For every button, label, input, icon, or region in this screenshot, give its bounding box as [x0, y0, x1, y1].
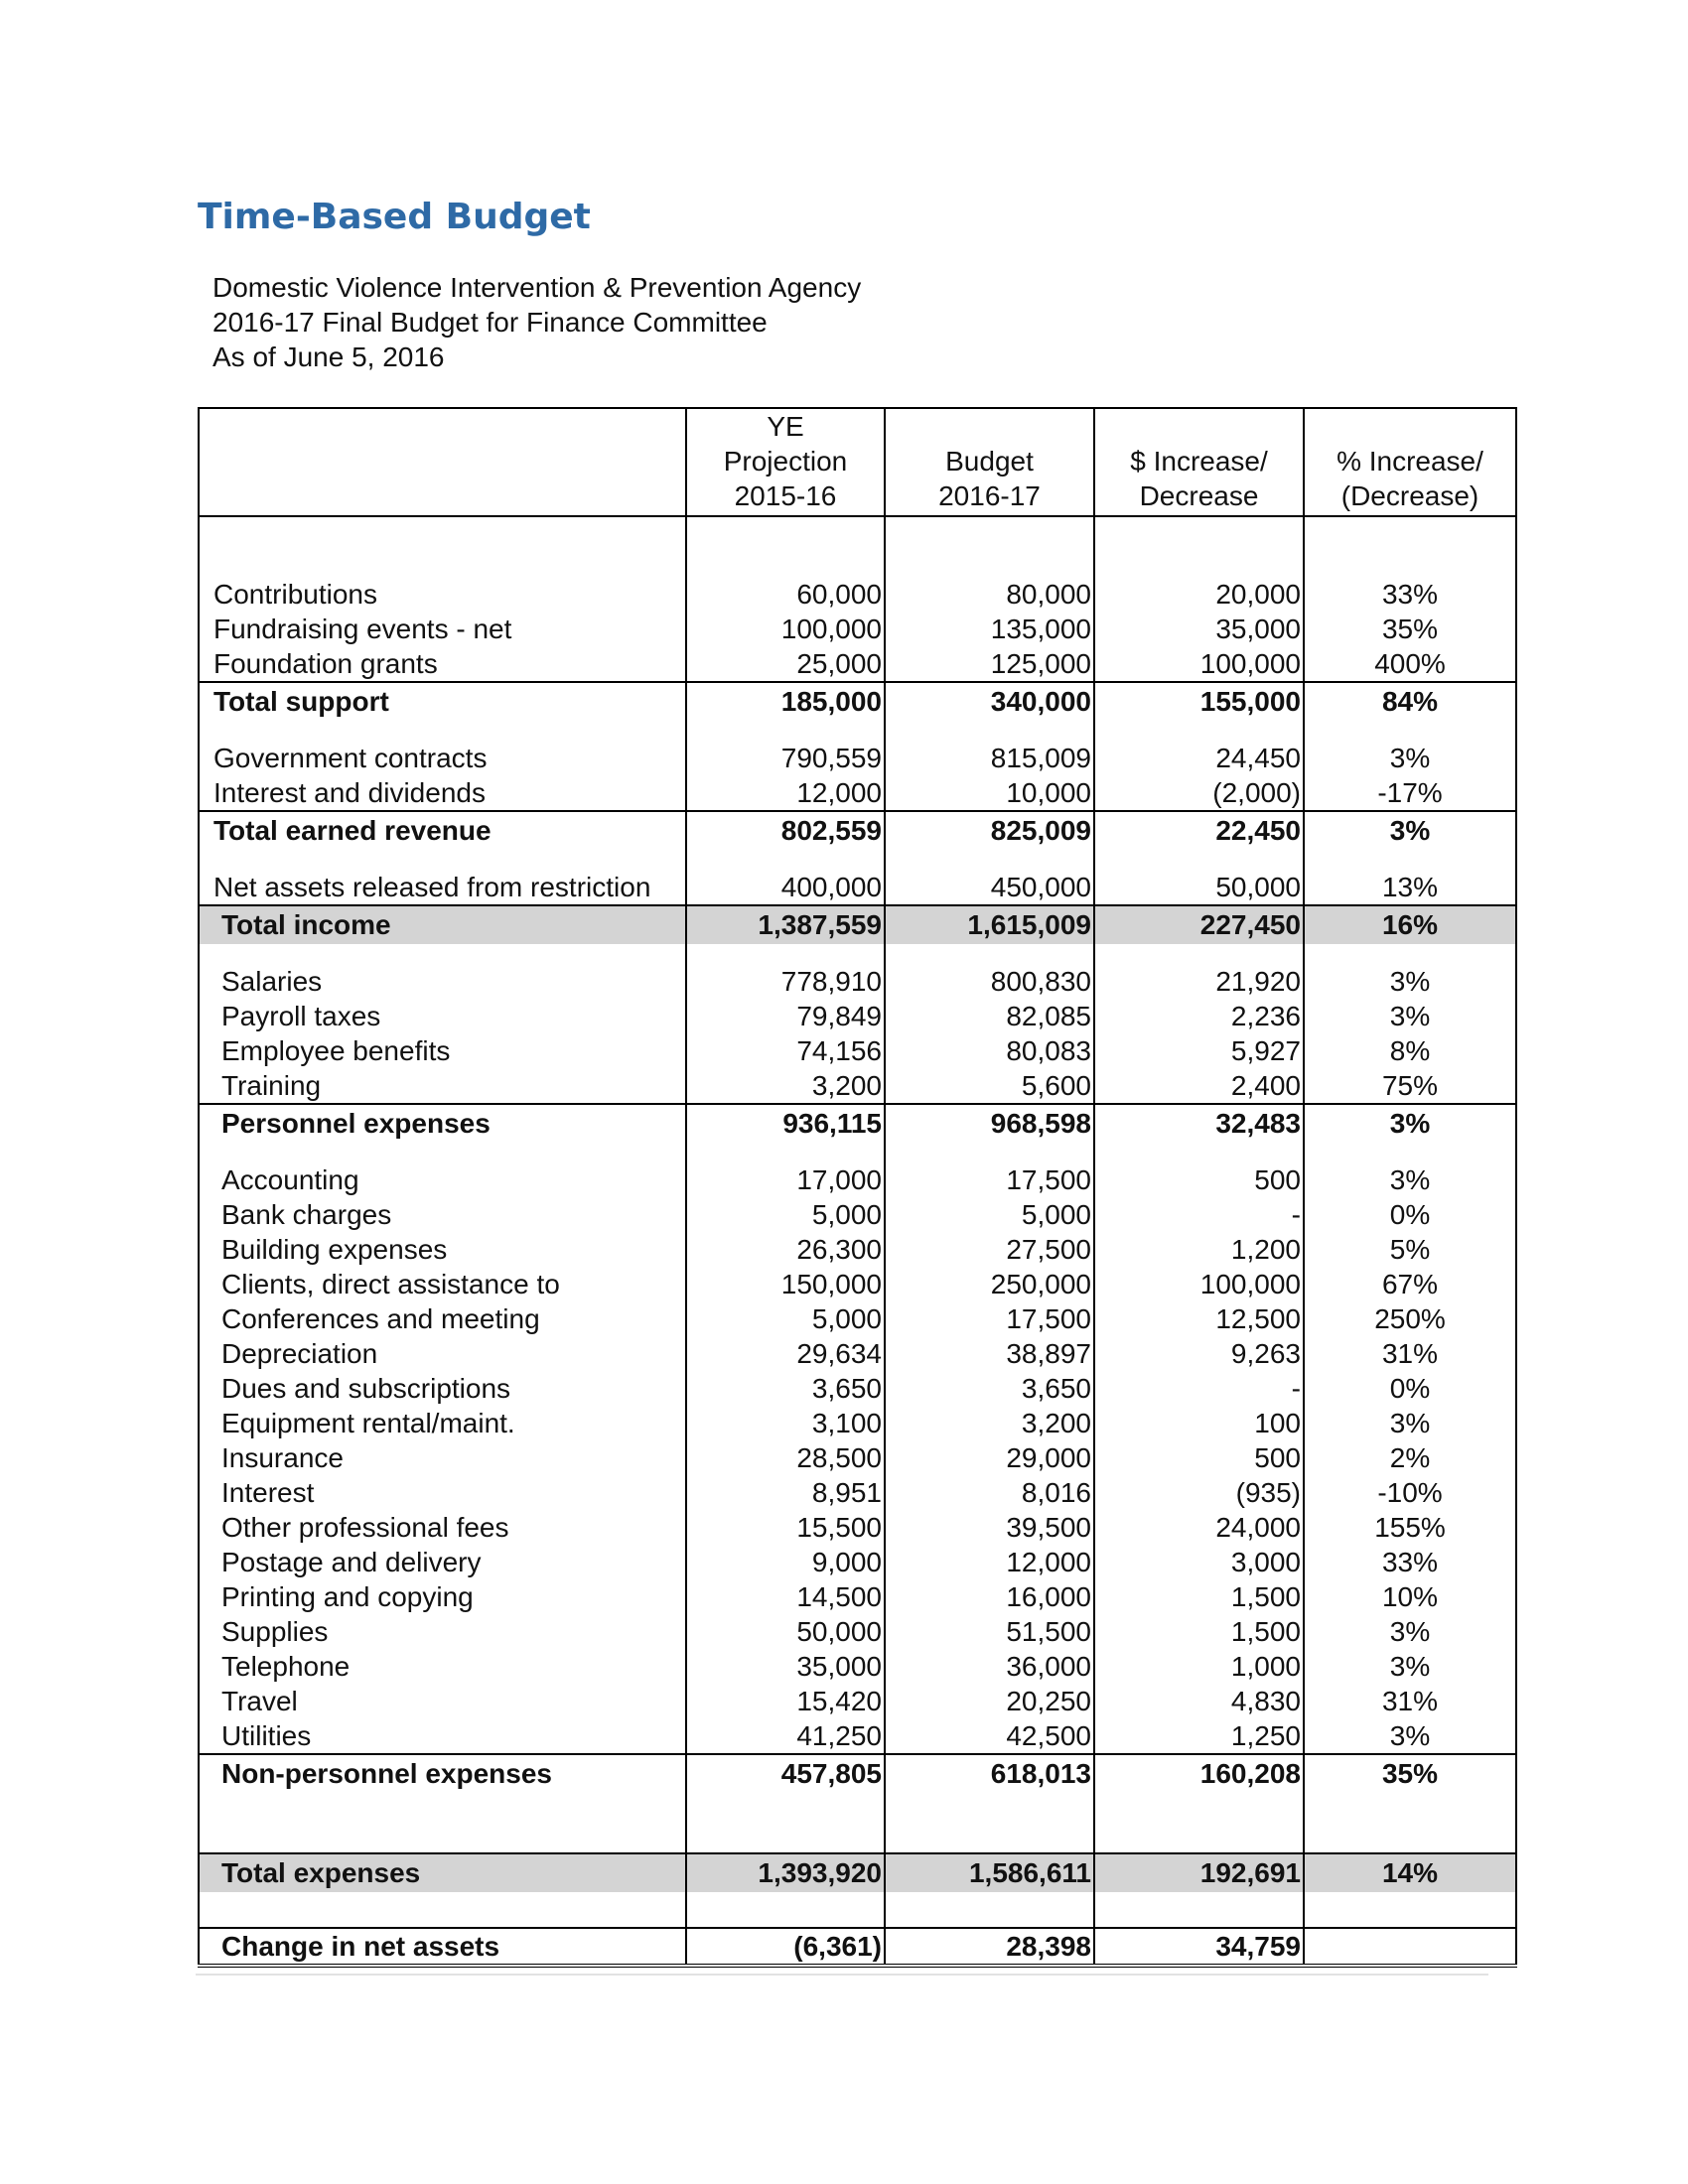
ye-projection-cell: 28,500	[686, 1440, 885, 1475]
percent-change-cell: 3%	[1304, 1104, 1516, 1143]
table-row	[199, 1162, 1516, 1197]
dollar-change-cell: 1,250	[1094, 1718, 1304, 1754]
table-row	[199, 612, 1516, 646]
table-row	[199, 999, 1516, 1033]
ye-projection-cell: 15,500	[686, 1510, 885, 1545]
label-cell: Clients, direct assistance to	[199, 1267, 686, 1301]
ye-projection-cell: 25,000	[686, 646, 885, 682]
percent-change-cell: 400%	[1374, 648, 1446, 679]
table-row	[199, 1232, 1516, 1267]
percent-change-cell: 3%	[1389, 1001, 1431, 1031]
table-row	[199, 1406, 1516, 1440]
budget-cell: 3,650	[885, 1371, 1094, 1406]
column-header-3: $ Increase/ Decrease	[1094, 408, 1304, 516]
percent-change-cell: 67%	[1381, 1269, 1439, 1299]
label-cell: Interest	[199, 1475, 686, 1510]
label-cell: Employee benefits	[199, 1033, 686, 1068]
ye-projection-cell: 802,559	[686, 811, 885, 850]
label-cell: Foundation grants	[199, 646, 686, 682]
label-cell: Utilities	[199, 1718, 686, 1754]
budget-table-body	[199, 516, 1516, 1966]
budget-cell: 3,200	[885, 1406, 1094, 1440]
percent-change-cell: 8%	[1389, 1035, 1431, 1066]
percent-change-cell: 13%	[1381, 872, 1439, 902]
ye-projection-cell: 17,000	[686, 1162, 885, 1197]
budget-cell: 125,000	[885, 646, 1094, 682]
dollar-change-cell: 34,759	[1094, 1928, 1304, 1966]
table-row	[199, 1440, 1516, 1475]
ye-projection-cell: (6,361)	[686, 1928, 885, 1966]
label-cell: Non-personnel expenses	[199, 1754, 686, 1793]
label-cell: Contributions	[199, 577, 686, 612]
ye-projection-cell: 100,000	[686, 612, 885, 646]
dollar-change-cell: 22,450	[1094, 811, 1304, 850]
ye-projection-cell: 12,000	[686, 775, 885, 811]
table-row	[199, 964, 1516, 999]
ye-projection-cell: 1,387,559	[686, 905, 885, 944]
budget-cell: 12,000	[885, 1545, 1094, 1579]
table-row	[199, 577, 1516, 612]
as-of-date: As of June 5, 2016	[212, 341, 445, 372]
budget-cell: 16,000	[885, 1579, 1094, 1614]
table-row	[199, 1033, 1516, 1068]
dollar-change-cell: 2,400	[1094, 1068, 1304, 1104]
ye-projection-cell: 74,156	[686, 1033, 885, 1068]
total-row	[199, 682, 1516, 721]
dollar-change-cell: 160,208	[1094, 1754, 1304, 1793]
page-divider	[196, 1974, 1488, 1976]
budget-description: 2016-17 Final Budget for Finance Committee	[212, 307, 768, 338]
dollar-change-cell: 1,200	[1094, 1232, 1304, 1267]
label-cell: Conferences and meeting	[199, 1301, 686, 1336]
ye-projection-cell: 35,000	[686, 1649, 885, 1684]
dollar-change-cell: 155,000	[1094, 682, 1304, 721]
ye-projection-cell: 29,634	[686, 1336, 885, 1371]
label-cell: Interest and dividends	[199, 775, 686, 811]
percent-change-cell: 84%	[1304, 682, 1516, 721]
ye-projection-cell: 5,000	[686, 1197, 885, 1232]
dollar-change-cell: 32,483	[1094, 1104, 1304, 1143]
table-row	[199, 646, 1516, 682]
column-header-1: YE Projection 2015-16	[686, 408, 885, 516]
percent-change-cell	[1304, 1928, 1516, 1966]
ye-projection-cell: 778,910	[686, 964, 885, 999]
table-row	[199, 741, 1516, 775]
budget-cell: 815,009	[885, 741, 1094, 775]
label-cell: Fundraising events - net	[199, 612, 686, 646]
budget-cell: 1,586,611	[885, 1853, 1094, 1892]
dollar-change-cell: 5,927	[1094, 1033, 1304, 1068]
label-cell: Salaries	[199, 964, 686, 999]
percent-change-cell: -17%	[1377, 777, 1443, 808]
page-title: Time-Based Budget	[198, 197, 591, 237]
label-cell: Travel	[199, 1684, 686, 1718]
label-cell: Printing and copying	[199, 1579, 686, 1614]
budget-cell: 825,009	[885, 811, 1094, 850]
table-row	[199, 775, 1516, 811]
spacer-row	[199, 516, 1516, 577]
dollar-change-cell: 20,000	[1094, 577, 1304, 612]
total-row	[199, 905, 1516, 944]
ye-projection-cell: 1,393,920	[686, 1853, 885, 1892]
label-cell: Dues and subscriptions	[199, 1371, 686, 1406]
percent-change-cell: 33%	[1381, 1547, 1439, 1577]
percent-change-cell: 3%	[1389, 1616, 1431, 1647]
dollar-change-cell: 1,000	[1094, 1649, 1304, 1684]
dollar-change-cell: 3,000	[1094, 1545, 1304, 1579]
label-cell: Total expenses	[199, 1853, 686, 1892]
label-cell: Supplies	[199, 1614, 686, 1649]
ye-projection-cell: 936,115	[686, 1104, 885, 1143]
dollar-change-cell: 24,000	[1094, 1510, 1304, 1545]
budget-cell: 250,000	[885, 1267, 1094, 1301]
label-cell: Government contracts	[199, 741, 686, 775]
dollar-change-cell: 50,000	[1094, 870, 1304, 905]
percent-change-cell: -10%	[1377, 1477, 1443, 1508]
ye-projection-cell: 8,951	[686, 1475, 885, 1510]
dollar-change-cell: 35,000	[1094, 612, 1304, 646]
label-cell: Other professional fees	[199, 1510, 686, 1545]
percent-change-cell: 31%	[1381, 1686, 1439, 1716]
ye-projection-cell: 150,000	[686, 1267, 885, 1301]
budget-cell: 5,600	[885, 1068, 1094, 1104]
table-row	[199, 1475, 1516, 1510]
ye-projection-cell: 14,500	[686, 1579, 885, 1614]
dollar-change-cell: 100	[1094, 1406, 1304, 1440]
label-cell: Equipment rental/maint.	[199, 1406, 686, 1440]
dollar-change-cell: 100,000	[1094, 646, 1304, 682]
table-row	[199, 1267, 1516, 1301]
table-row	[199, 1684, 1516, 1718]
budget-cell: 450,000	[885, 870, 1094, 905]
budget-cell: 28,398	[885, 1928, 1094, 1966]
dollar-change-cell: 192,691	[1094, 1853, 1304, 1892]
budget-cell: 17,500	[885, 1301, 1094, 1336]
budget-cell: 29,000	[885, 1440, 1094, 1475]
table-row	[199, 1649, 1516, 1684]
label-cell: Total support	[199, 682, 686, 721]
budget-table	[198, 407, 1517, 1968]
table-row	[199, 870, 1516, 905]
percent-change-cell: 3%	[1389, 1651, 1431, 1682]
ye-projection-cell: 41,250	[686, 1718, 885, 1754]
label-cell: Training	[199, 1068, 686, 1104]
table-row	[199, 1301, 1516, 1336]
dollar-change-cell: 500	[1094, 1440, 1304, 1475]
percent-change-cell: 33%	[1381, 579, 1439, 610]
budget-cell: 800,830	[885, 964, 1094, 999]
ye-projection-cell: 9,000	[686, 1545, 885, 1579]
budget-cell: 80,000	[885, 577, 1094, 612]
budget-cell: 38,897	[885, 1336, 1094, 1371]
budget-cell: 10,000	[885, 775, 1094, 811]
spacer-row	[199, 721, 1516, 741]
label-cell: Accounting	[199, 1162, 686, 1197]
budget-cell: 39,500	[885, 1510, 1094, 1545]
percent-change-cell: 75%	[1381, 1070, 1439, 1101]
percent-change-cell: 31%	[1381, 1338, 1439, 1369]
dollar-change-cell: 500	[1094, 1162, 1304, 1197]
header-row	[199, 408, 1516, 516]
budget-cell: 17,500	[885, 1162, 1094, 1197]
ye-projection-cell: 50,000	[686, 1614, 885, 1649]
budget-table-container	[198, 407, 1515, 1968]
budget-cell: 135,000	[885, 612, 1094, 646]
budget-cell: 5,000	[885, 1197, 1094, 1232]
label-cell: Net assets released from restriction	[199, 870, 686, 905]
table-row	[199, 1614, 1516, 1649]
dollar-change-cell: -	[1094, 1197, 1304, 1232]
ye-projection-cell: 400,000	[686, 870, 885, 905]
spacer-row	[199, 1793, 1516, 1853]
budget-cell: 80,083	[885, 1033, 1094, 1068]
budget-cell: 20,250	[885, 1684, 1094, 1718]
dollar-change-cell: 1,500	[1094, 1579, 1304, 1614]
percent-change-cell: 3%	[1389, 1408, 1431, 1438]
label-cell: Change in net assets	[199, 1928, 686, 1966]
table-row	[199, 1068, 1516, 1104]
budget-cell: 1,615,009	[885, 905, 1094, 944]
dollar-change-cell: (935)	[1094, 1475, 1304, 1510]
ye-projection-cell: 5,000	[686, 1301, 885, 1336]
dollar-change-cell: 12,500	[1094, 1301, 1304, 1336]
spacer-row	[199, 850, 1516, 870]
ye-projection-cell: 79,849	[686, 999, 885, 1033]
document-subtitle	[212, 270, 861, 374]
dollar-change-cell: 4,830	[1094, 1684, 1304, 1718]
budget-cell: 340,000	[885, 682, 1094, 721]
percent-change-cell: 250%	[1374, 1303, 1446, 1334]
percent-change-cell: 0%	[1389, 1373, 1431, 1404]
ye-projection-cell: 3,650	[686, 1371, 885, 1406]
percent-change-cell: 10%	[1381, 1581, 1439, 1612]
percent-change-cell: 16%	[1304, 905, 1516, 944]
percent-change-cell: 3%	[1389, 1720, 1431, 1751]
budget-cell: 36,000	[885, 1649, 1094, 1684]
dollar-change-cell: 9,263	[1094, 1336, 1304, 1371]
spacer-row	[199, 1892, 1516, 1928]
organization-name: Domestic Violence Intervention & Prevention Agency	[212, 272, 862, 303]
percent-change-cell: 0%	[1389, 1199, 1431, 1230]
change-in-net-assets-row	[199, 1928, 1516, 1966]
label-cell: Postage and delivery	[199, 1545, 686, 1579]
dollar-change-cell: 1,500	[1094, 1614, 1304, 1649]
budget-cell: 51,500	[885, 1614, 1094, 1649]
percent-change-cell: 35%	[1304, 1754, 1516, 1793]
spacer-row	[199, 1143, 1516, 1162]
table-row	[199, 1545, 1516, 1579]
ye-projection-cell: 457,805	[686, 1754, 885, 1793]
ye-projection-cell: 26,300	[686, 1232, 885, 1267]
ye-projection-cell: 3,100	[686, 1406, 885, 1440]
label-cell: Total earned revenue	[199, 811, 686, 850]
label-cell: Payroll taxes	[199, 999, 686, 1033]
label-cell: Total income	[199, 905, 686, 944]
percent-change-cell: 5%	[1389, 1234, 1431, 1265]
percent-change-cell: 14%	[1304, 1853, 1516, 1892]
dollar-change-cell: 100,000	[1094, 1267, 1304, 1301]
table-row	[199, 1371, 1516, 1406]
dollar-change-cell: 2,236	[1094, 999, 1304, 1033]
dollar-change-cell: 227,450	[1094, 905, 1304, 944]
budget-cell: 42,500	[885, 1718, 1094, 1754]
ye-projection-cell: 60,000	[686, 577, 885, 612]
dollar-change-cell: 24,450	[1094, 741, 1304, 775]
ye-projection-cell: 185,000	[686, 682, 885, 721]
budget-cell: 27,500	[885, 1232, 1094, 1267]
dollar-change-cell: (2,000)	[1094, 775, 1304, 811]
label-cell: Telephone	[199, 1649, 686, 1684]
ye-projection-cell: 15,420	[686, 1684, 885, 1718]
total-row	[199, 1104, 1516, 1143]
table-row	[199, 1579, 1516, 1614]
total-expenses-row	[199, 1853, 1516, 1892]
total-row	[199, 811, 1516, 850]
table-row	[199, 1336, 1516, 1371]
label-cell: Personnel expenses	[199, 1104, 686, 1143]
label-cell: Insurance	[199, 1440, 686, 1475]
spacer-row	[199, 944, 1516, 964]
column-header-4: % Increase/ (Decrease)	[1304, 408, 1516, 516]
label-cell: Depreciation	[199, 1336, 686, 1371]
budget-cell: 82,085	[885, 999, 1094, 1033]
percent-change-cell: 2%	[1389, 1442, 1431, 1473]
dollar-change-cell: -	[1094, 1371, 1304, 1406]
column-header-2: Budget 2016-17	[885, 408, 1094, 516]
table-row	[199, 1197, 1516, 1232]
dollar-change-cell: 21,920	[1094, 964, 1304, 999]
table-row	[199, 1510, 1516, 1545]
label-cell: Bank charges	[199, 1197, 686, 1232]
percent-change-cell: 155%	[1374, 1512, 1446, 1543]
column-header-0	[199, 408, 686, 516]
percent-change-cell: 3%	[1389, 966, 1431, 997]
ye-projection-cell: 3,200	[686, 1068, 885, 1104]
budget-cell: 618,013	[885, 1754, 1094, 1793]
percent-change-cell: 3%	[1304, 811, 1516, 850]
label-cell: Building expenses	[199, 1232, 686, 1267]
ye-projection-cell: 790,559	[686, 741, 885, 775]
budget-cell: 8,016	[885, 1475, 1094, 1510]
table-row	[199, 1718, 1516, 1754]
budget-cell: 968,598	[885, 1104, 1094, 1143]
percent-change-cell: 3%	[1389, 743, 1431, 773]
percent-change-cell: 35%	[1381, 614, 1439, 644]
total-row	[199, 1754, 1516, 1793]
percent-change-cell: 3%	[1389, 1164, 1431, 1195]
